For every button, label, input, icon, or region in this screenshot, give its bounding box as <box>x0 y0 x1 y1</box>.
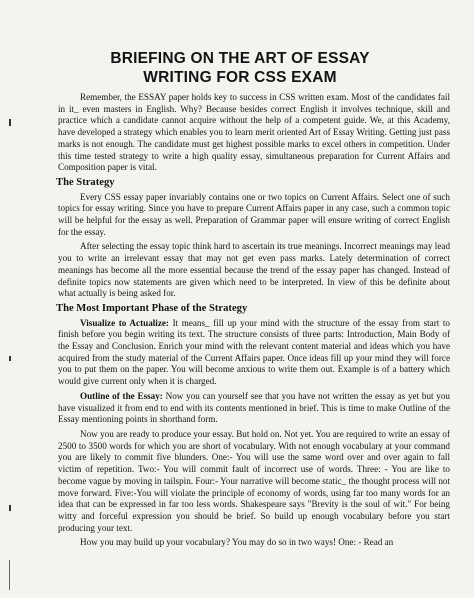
margin-tick <box>9 505 11 511</box>
page-title-line-1: BRIEFING ON THE ART OF ESSAY <box>110 50 370 67</box>
visualize-text: It means_ fill up your mind with the structure of the essay from start to finish before you begin writing its text. The structure consists of three parts: Introduction, Main Body of the Essay and Conclusion. Enrich your mind with the relevant content material and ideas which you have acquired from the study material of the Current Affairs paper. Once ideas fill up your mind they will force you to put them on the paper. You will become anxious to write them out. Example is of a battery which would give current only when it is charged. <box>58 317 450 387</box>
page-title-line-2: WRITING FOR CSS EXAM <box>143 69 337 86</box>
intro-paragraph: Remember, the ESSAY paper holds key to success in CSS written exam. Most of the candidates fail in it_ even masters in English. Why? Because besides correct English it involves technique, skill and practice which a candidate cannot acquire without the help of a competent guide. We, at this Academy, have developed a strategy which enables you to learn merit oriented Art of Essay Writing. Getting just pass marks is not enough. The candidate must get highest possible marks to excel others in competition. Under this time tested strategy to write a high quality essay, simultaneous preparation for Current Affairs and Composition paper is vital. <box>58 92 450 173</box>
outline-label: Outline of the Essay: <box>80 390 163 401</box>
margin-tick <box>9 356 11 361</box>
vocabulary-paragraph: How you may build up your vocabulary? You may do so in two ways! One: - Read an <box>80 537 394 548</box>
produce-paragraph: Now you are ready to produce your essay. But hold on. Not yet. You are required to write an essay of 2500 to 3500 words for which you are short of vocabulary. With not enough vocabulary at your command you are likely to commit five blunders. One:- You will use the same word over and over again to fall victim of repetition. Two:- You will commit fault of incorrect use of words. Three: - You are like to become vague by moving in tailspin. Four:- Your narrative will become static_ the thought process will not move forward. Five:-You will violate the principle of economy of words, using far too many words for an idea that can be expressed in far too less words. Shakespeare says "Brevity is the soul of wit." For being witty and forceful expression you should be brief. So build up enough vocabulary before you start producing your text. <box>58 428 450 533</box>
strategy-paragraph-1: Every CSS essay paper invariably contains one or two topics on Current Affairs. Select one of such topics for essay writing. Since you have to prepare Current Affairs paper in any case, such a common topic will be helpful for the essay as well. Preparation of Grammar paper will ensure writing of correct English for the essay. <box>58 191 450 237</box>
section-heading-important-phase: The Most Important Phase of the Strategy <box>56 302 248 314</box>
outline-text: Now you can yourself see that you have not written the essay as yet but you have visualized it from end to end with its contents mentioned in brief. This is time to make Outline of the Essay mentioning points in shorthand form. <box>58 390 450 425</box>
visualize-label: Visualize to Actualize: <box>80 317 169 328</box>
section-heading-strategy: The Strategy <box>56 176 115 188</box>
document-body <box>58 92 450 552</box>
margin-tick <box>9 119 11 126</box>
margin-line <box>9 560 10 590</box>
outline-paragraph <box>58 391 450 426</box>
visualize-paragraph <box>58 318 450 388</box>
strategy-paragraph-2: After selecting the essay topic think hard to ascertain its true meanings. Incorrect meanings may lead you to write an irrelevant essay that may not get even pass marks. Lately determination of correct meanings has become all the more essential because the trend of the essay paper has changed. Instead of definite topics now statements are given which need to be interpreted. In view of this be definite about what actually is being asked for. <box>58 241 450 299</box>
